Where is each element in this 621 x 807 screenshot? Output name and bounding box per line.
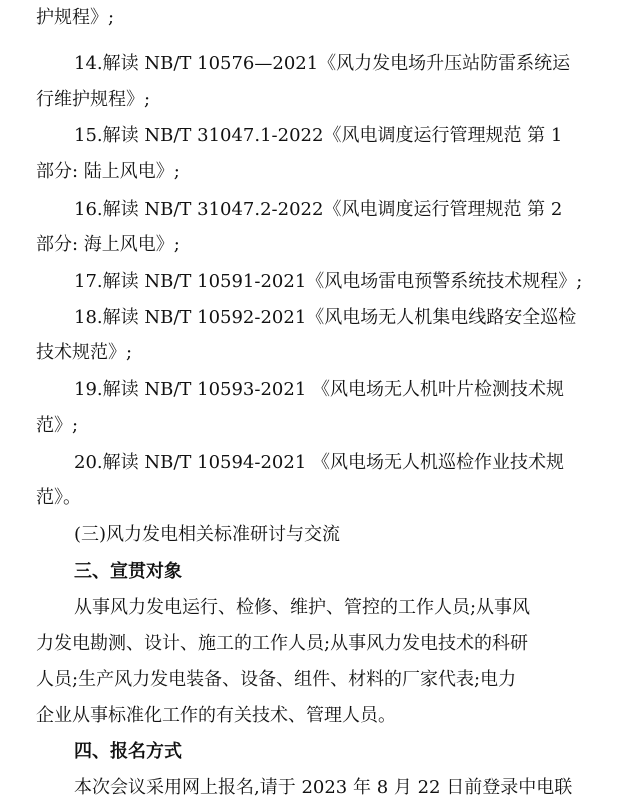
list-item-16: 16.解读 NB/T 31047.2-2022《风电调度运行管理规范 第 2 <box>74 199 563 220</box>
paragraph-audience-line-2: 力发电勘测、设计、施工的工作人员;从事风力发电技术的科研 <box>36 633 529 654</box>
list-item-15: 15.解读 NB/T 31047.1-2022《风电调度运行管理规范 第 1 <box>74 125 563 146</box>
list-item-19-continued: 范》; <box>36 415 79 436</box>
text-line-continuation: 护规程》; <box>36 7 115 28</box>
subsection-heading: (三)风力发电相关标准研讨与交流 <box>74 524 341 545</box>
list-item-15-continued: 部分: 陆上风电》; <box>36 161 180 182</box>
list-item-17: 17.解读 NB/T 10591-2021《风电场雷电预警系统技术规程》; <box>74 271 583 292</box>
list-item-19: 19.解读 NB/T 10593-2021 《风电场无人机叶片检测技术规 <box>74 379 564 400</box>
list-item-14: 14.解读 NB/T 10576—2021《风力发电场升压站防雷系统运 <box>74 53 571 74</box>
section-heading-registration: 四、报名方式 <box>74 741 182 762</box>
list-item-18: 18.解读 NB/T 10592-2021《风电场无人机集电线路安全巡检 <box>74 307 577 328</box>
paragraph-registration-line-1: 本次会议采用网上报名,请于 2023 年 8 月 22 日前登录中电联 <box>74 777 573 798</box>
list-item-20-continued: 范》。 <box>36 487 81 508</box>
paragraph-audience-line-4: 企业从事标准化工作的有关技术、管理人员。 <box>36 705 396 726</box>
list-item-18-continued: 技术规范》; <box>36 342 133 363</box>
list-item-16-continued: 部分: 海上风电》; <box>36 234 180 255</box>
list-item-14-continued: 行维护规程》; <box>36 89 151 110</box>
paragraph-audience-line-1: 从事风力发电运行、检修、维护、管控的工作人员;从事风 <box>74 597 531 618</box>
list-item-20: 20.解读 NB/T 10594-2021 《风电场无人机巡检作业技术规 <box>74 452 564 473</box>
paragraph-audience-line-3: 人员;生产风力发电装备、设备、组件、材料的厂家代表;电力 <box>36 669 517 690</box>
section-heading-audience: 三、宣贯对象 <box>74 561 182 582</box>
